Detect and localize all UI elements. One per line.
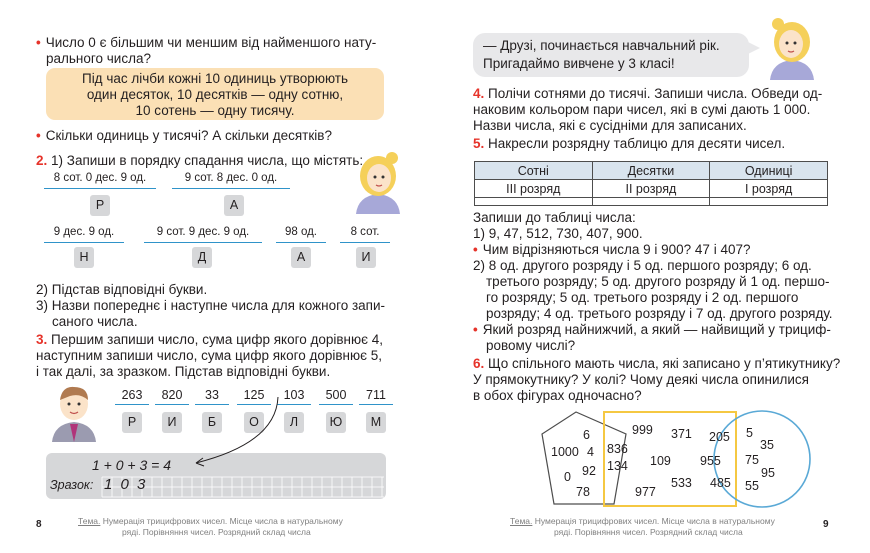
number: 78 (576, 485, 590, 499)
number-label: 500 (325, 388, 347, 402)
task-number: 6. (473, 356, 485, 371)
digit-label: 8 сот. (350, 226, 380, 238)
underline (340, 242, 390, 243)
task-5-question: • Чим відрізняються числа 9 і 900? 47 і 407? (473, 242, 750, 258)
task-5-question-cont: ровому числі? (486, 338, 576, 353)
digit-label: 9 сот. 9 дес. 9 од. (156, 226, 250, 238)
number: 75 (745, 453, 759, 467)
speech-bubble (473, 33, 749, 77)
task-3 (36, 332, 383, 348)
sample-label: Зразок: (50, 478, 94, 492)
task-2 (36, 153, 363, 169)
bubble-line-1: — Друзі, починається навчальний рік. (483, 38, 720, 53)
task-6-line2: У прямокутнику? У колі? Чому деякі числа опинилися (473, 372, 809, 387)
underline (276, 242, 326, 243)
number-label: 33 (205, 388, 219, 402)
task-6-line3: в обох фігурах одночасно? (473, 388, 642, 403)
letter-card: О (244, 412, 264, 433)
footer-topic-cont: ряді. Порівняння чисел. Розрядний склад числа (554, 527, 743, 537)
number: 92 (582, 464, 596, 478)
digit-label: 9 дес. 9 од. (53, 226, 115, 238)
task-6-text: Що спільного мають числа, які записано у п’ятикутнику? (488, 356, 841, 371)
table-cell (710, 198, 828, 206)
number: 533 (671, 476, 692, 490)
table-cell (475, 198, 593, 206)
question-thousand: • Скільки одиниць у тисячі? А скільки десятків? (36, 128, 332, 144)
task-5-text: Накресли розрядну таблицю для десяти чисел. (488, 136, 786, 151)
bubble-line-2: Пригадаймо вивчене у 3 класі! (483, 56, 675, 71)
task-5-line: третього розряду; 5 од. другого розряду й 1 од. першо- (486, 274, 830, 289)
task-number: 3. (36, 332, 48, 347)
task-2-step3: 3) Назви попереднє і наступне числа для кожного запи- (36, 298, 386, 313)
question-zero: • Число 0 є більшим чи меншим від найменшого нату- (36, 35, 376, 51)
sample-digits: 1 0 3 (104, 476, 148, 493)
task-5-line: розряду; 4 од. третього розряду і 7 од. другого розряду. (486, 306, 833, 321)
task-5-line: 1) 9, 47, 512, 730, 407, 900. (473, 226, 643, 241)
task-3-line3: і так далі, за зразком. Підстав відповідні букви. (36, 364, 331, 379)
letter-card: Н (74, 247, 94, 268)
table-header: Одиниці (710, 162, 828, 180)
shape-numbers (540, 408, 820, 508)
number: 977 (635, 485, 656, 499)
letter-card: Л (284, 412, 304, 433)
number: 95 (761, 466, 775, 480)
place-value-table (474, 161, 828, 206)
table-header: Десятки (592, 162, 710, 180)
letter-card: И (162, 412, 182, 433)
number: 836 (607, 442, 628, 456)
underline (144, 242, 262, 243)
letter-card: А (224, 195, 244, 216)
number: 55 (745, 479, 759, 493)
footer-topic-cont: ряді. Порівняння чисел. Розрядний склад числа (122, 527, 311, 537)
letter-card: Ю (326, 412, 346, 433)
number: 1000 (551, 445, 579, 459)
footer-topic: Тема. Нумерація трицифрових чисел. Місце числа в натуральному (78, 516, 343, 526)
task-3-line2: наступним запиши число, сума цифр якого дорівнює 5, (36, 348, 383, 363)
number: 485 (710, 476, 731, 490)
bubble-tail (748, 42, 760, 54)
task-2-text: 1) Запиши в порядку спадання числа, що містять: (51, 153, 364, 168)
task-4-line3: Назви числа, які є сусідніми для записаних. (473, 118, 747, 133)
number: 0 (564, 470, 571, 484)
number-label: 125 (243, 388, 265, 402)
task-4-text: Полічи сотнями до тисячі. Запиши числа. Обведи од- (488, 86, 823, 101)
table-cell: I розряд (710, 180, 828, 198)
underline (44, 188, 156, 189)
rule-line-2: один десяток, 10 десятків — одну сотню, (86, 87, 344, 102)
number: 134 (607, 459, 628, 473)
task-2-step2: 2) Підстав відповідні букви. (36, 282, 208, 297)
sample-equation: 1 + 0 + 3 = 4 (92, 457, 172, 473)
number: 4 (587, 445, 594, 459)
girl-illustration (766, 14, 818, 80)
letter-card: И (356, 247, 376, 268)
rule-line-1: Під час лічби кожні 10 одиниць утворюють (81, 71, 348, 86)
question-zero-cont: рального числа? (46, 51, 151, 66)
task-5 (473, 136, 785, 152)
number-label: 820 (161, 388, 183, 402)
table-header: Сотні (475, 162, 593, 180)
number: 371 (671, 427, 692, 441)
task-4 (473, 86, 822, 102)
underline (172, 188, 290, 189)
number-label: 103 (283, 388, 305, 402)
task-5-line: 2) 8 од. другого розряду і 5 од. першого розряду; 6 од. (473, 258, 812, 273)
table-cell: II розряд (592, 180, 710, 198)
letter-card: М (366, 412, 386, 433)
task-5-question: • Який розряд найнижчий, а який — найвищий у трициф- (473, 322, 831, 338)
rule-box (46, 68, 384, 120)
table-cell: III розряд (475, 180, 593, 198)
letter-card: Д (192, 247, 212, 268)
number: 205 (709, 430, 730, 444)
footer-topic: Тема. Нумерація трицифрових чисел. Місце числа в натуральному (510, 516, 775, 526)
task-2-step3-cont: сaного числа. (52, 314, 138, 329)
digit-label: 9 сот. 8 дес. 0 од. (184, 172, 278, 184)
letter-card: Б (202, 412, 222, 433)
rule-line-3: 10 сотень — одну тисячу. (135, 103, 295, 118)
digit-label: 98 од. (284, 226, 318, 238)
table-cell (592, 198, 710, 206)
number: 5 (746, 426, 753, 440)
letter-card: Р (90, 195, 110, 216)
number: 35 (760, 438, 774, 452)
task-4-line2: наковим кольором пари чисел, які в сумі дають 1 000. (473, 102, 811, 117)
underline (44, 242, 124, 243)
number-label: 711 (366, 388, 386, 402)
task-6 (473, 356, 840, 372)
task-number: 2. (36, 153, 48, 168)
number: 955 (700, 454, 721, 468)
task-5-line: Запиши до таблиці числа: (473, 210, 636, 225)
task-number: 4. (473, 86, 485, 101)
number: 6 (583, 428, 590, 442)
number: 999 (632, 423, 653, 437)
letter-card: А (291, 247, 311, 268)
task-number: 5. (473, 136, 485, 151)
page-number: 9 (823, 519, 829, 530)
task-3-text: Першим запиши число, сума цифр якого дорівнює 4, (51, 332, 384, 347)
girl-illustration (352, 148, 404, 214)
page-number: 8 (36, 519, 42, 530)
digit-label: 8 сот. 0 дес. 9 од. (53, 172, 147, 184)
number: 109 (650, 454, 671, 468)
letter-card: Р (122, 412, 142, 433)
number-label: 263 (121, 388, 143, 402)
sample-panel (46, 453, 386, 499)
task-5-line: го розряду; 5 од. третього розряду і 2 од. першого (486, 290, 799, 305)
